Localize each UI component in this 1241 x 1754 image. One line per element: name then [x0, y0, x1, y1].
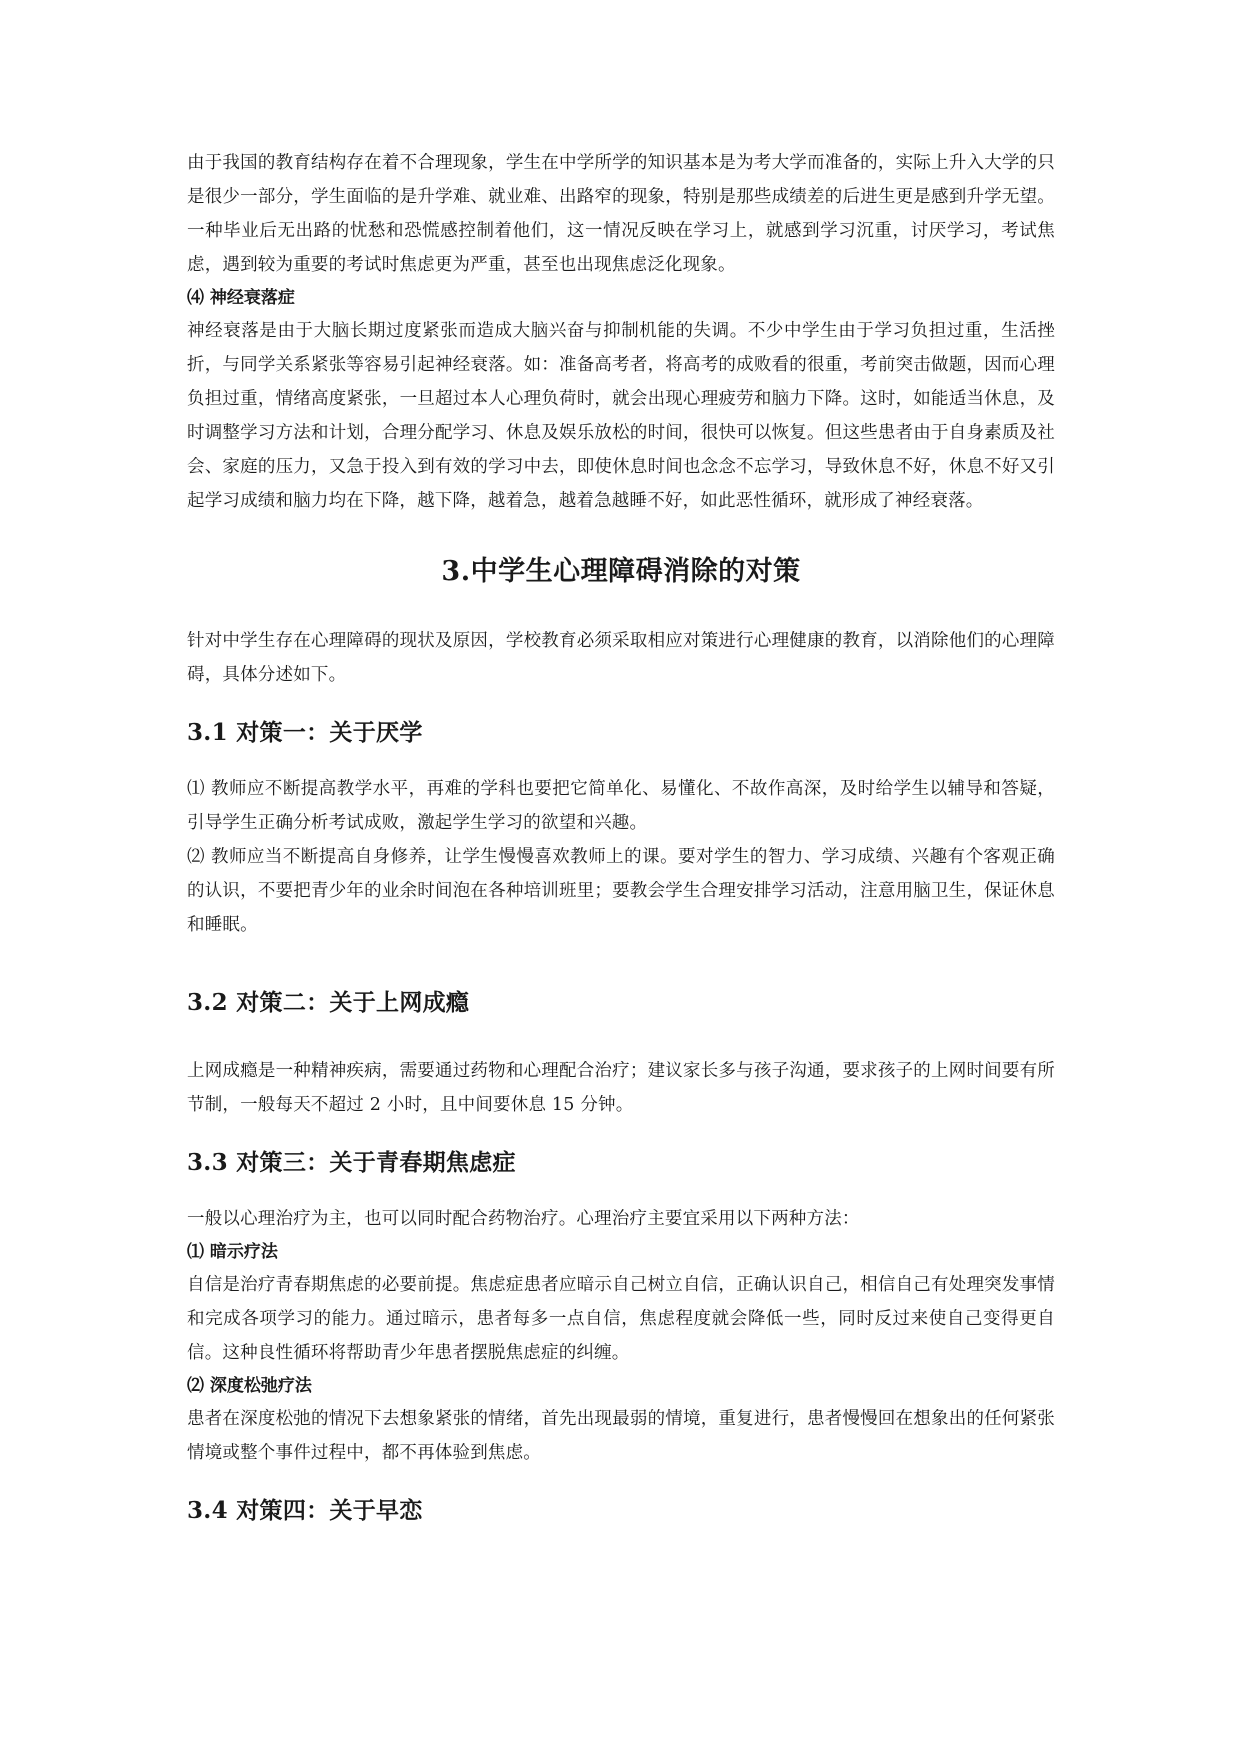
heading-3-1: 3.1 对策一：关于厌学: [187, 719, 423, 746]
heading-3-3: 3.3 对策三：关于青春期焦虑症: [187, 1149, 516, 1176]
paragraph-relaxation-therapy: 患者在深度松弛的情况下去想象紧张的情绪，首先出现最弱的情境，重复进行，患者慢慢回在想象出的任何紧张情境或整个事件过程中，都不再体验到焦虑。: [187, 1409, 1055, 1463]
subheading-suggestion-therapy: ⑴ 暗示疗法: [187, 1242, 278, 1262]
heading-3-2: 3.2 对策二：关于上网成瘾: [187, 989, 470, 1016]
paragraph-exam-anxiety-causes: 由于我国的教育结构存在着不合理现象，学生在中学所学的知识基本是为考大学而准备的，实际上升入大学的只是很少一部分，学生面临的是升学难、就业难、出路窄的现象，特别是那些成绩差的后进生更是感到升学无望。一种毕业后无出路的忧愁和恐慌感控制着他们，这一情况反映在学习上，就感到学习沉重，讨厌学习，考试焦虑，遇到较为重要的考试时焦虑更为严重，甚至也出现焦虑泛化现象。: [187, 153, 1055, 275]
paragraph-3-3-intro: 一般以心理治疗为主，也可以同时配合药物治疗。心理治疗主要宜采用以下两种方法：: [187, 1209, 860, 1229]
heading-3-4: 3.4 对策四：关于早恋: [187, 1497, 423, 1524]
subheading-relaxation-therapy: ⑵ 深度松弛疗法: [187, 1376, 312, 1396]
paragraph-section-3-intro: 针对中学生存在心理障碍的现状及原因，学校教育必须采取相应对策进行心理健康的教育，以消除他们的心理障碍，具体分述如下。: [187, 631, 1055, 685]
paragraph-neurasthenia: 神经衰落是由于大脑长期过度紧张而造成大脑兴奋与抑制机能的失调。不少中学生由于学习负担过重，生活挫折，与同学关系紧张等容易引起神经衰落。如：准备高考者，将高考的成败看的很重，考前突击做题，因而心理负担过重，情绪高度紧张，一旦超过本人心理负荷时，就会出现心理疲劳和脑力下降。这时，如能适当休息，及时调整学习方法和计划，合理分配学习、休息及娱乐放松的时间，很快可以恢复。但这些患者由于自身素质及社会、家庭的压力，又急于投入到有效的学习中去，即使休息时间也念念不忘学习，导致休息不好，休息不好又引起学习成绩和脑力均在下降，越下降，越着急，越着急越睡不好，如此恶性循环，就形成了神经衰落。: [187, 321, 1055, 511]
paragraph-3-2: 上网成瘾是一种精神疾病，需要通过药物和心理配合治疗；建议家长多与孩子沟通，要求孩子的上网时间要有所节制，一般每天不超过 2 小时，且中间要休息 15 分钟。: [187, 1061, 1055, 1115]
paragraph-suggestion-therapy: 自信是治疗青春期焦虑的必要前提。焦虑症患者应暗示自己树立自信，正确认识自己，相信自己有处理突发事情和完成各项学习的能力。通过暗示，患者每多一点自信，焦虑程度就会降低一些，同时反过来使自己变得更自信。这种良性循环将帮助青少年患者摆脱焦虑症的纠缠。: [187, 1275, 1055, 1363]
paragraph-3-1-item-1: ⑴ 教师应不断提高教学水平，再难的学科也要把它简单化、易懂化、不故作高深，及时给学生以辅导和答疑，引导学生正确分析考试成败，激起学生学习的欲望和兴趣。: [187, 779, 1055, 833]
document-page: [187, 146, 1055, 1528]
subheading-neurasthenia: ⑷ 神经衰落症: [187, 288, 295, 308]
section-3-title: 3.中学生心理障碍消除的对策: [441, 556, 801, 587]
paragraph-3-1-item-2: ⑵ 教师应当不断提高自身修养，让学生慢慢喜欢教师上的课。要对学生的智力、学习成绩、兴趣有个客观正确的认识，不要把青少年的业余时间泡在各种培训班里；要教会学生合理安排学习活动，注意用脑卫生，保证休息和睡眠。: [187, 847, 1055, 935]
